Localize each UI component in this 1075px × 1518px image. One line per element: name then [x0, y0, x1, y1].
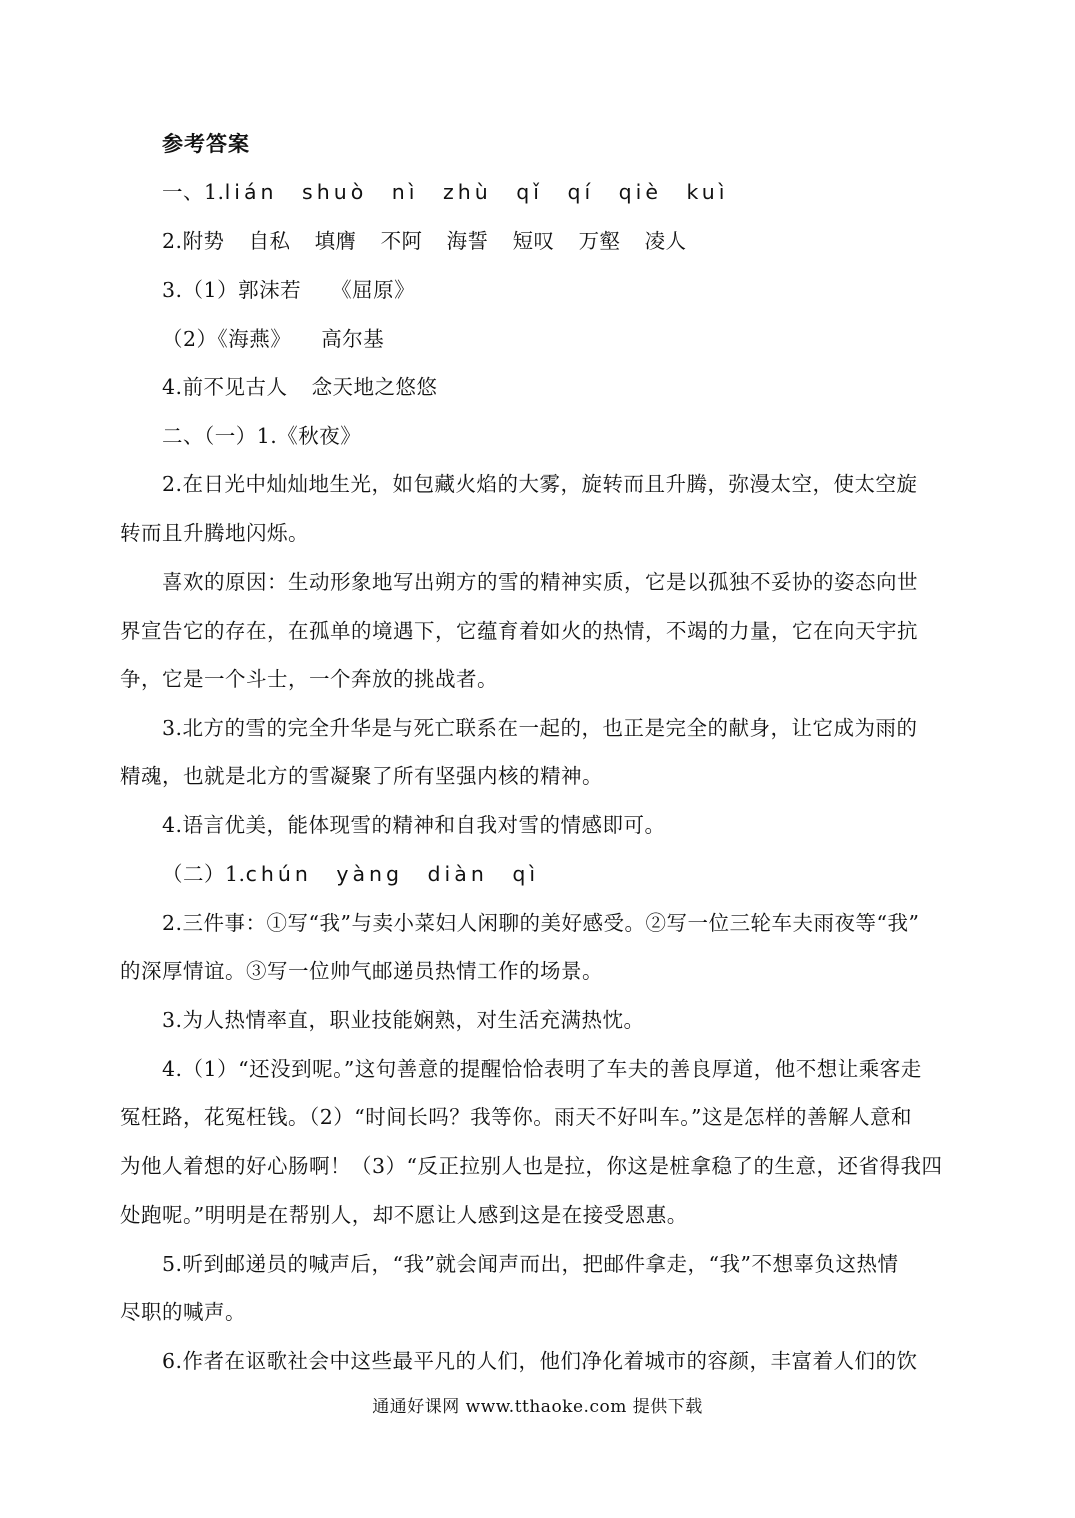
word-item: 自私 — [248, 229, 291, 253]
answer-2-1-1: 二、（一）1.《秋夜》 — [162, 424, 362, 448]
answer-1-4 — [162, 373, 438, 401]
answer-1-2-prefix: 2. — [162, 229, 183, 253]
answer-1-3-1 — [162, 276, 415, 304]
page-title: 参考答案 — [162, 132, 250, 156]
answer-2-1-2-line2: 转而且升腾地闪烁。 — [120, 521, 309, 545]
answer-2-2-2-line2: 的深厚情谊。③写一位帅气邮递员热情工作的场景。 — [120, 959, 603, 983]
author-name: 高尔基 — [321, 327, 385, 351]
answer-2-2-2-line1: 2.三件事：①写“我”与卖小菜妇人闲聊的美好感受。②写一位三轮车夫雨夜等“我” — [162, 911, 920, 935]
answer-2-2-4-line3: 为他人着想的好心肠啊！（3）“反正拉别人也是拉，你这是桩拿稳了的生意，还省得我四 — [120, 1154, 943, 1178]
work-title: 《海燕》 — [217, 327, 292, 351]
answer-prefix: 3.（1） — [162, 278, 239, 302]
answer-1-1-prefix: 一、1. — [162, 180, 225, 204]
word-item: 填膺 — [314, 229, 357, 253]
author-name: 郭沫若 — [238, 278, 302, 302]
answer-1-3-2 — [162, 325, 384, 353]
answer-2-2-5-line2: 尽职的喊声。 — [120, 1300, 246, 1324]
poem-line: 前不见古人 — [182, 375, 288, 399]
answer-2-1-3-line2: 精魂，也就是北方的雪凝聚了所有坚强内核的精神。 — [120, 764, 603, 788]
word-item: 附势 — [182, 229, 225, 253]
answer-2-2-6-line1: 6.作者在讴歌社会中这些最平凡的人们，他们净化着城市的容颜，丰富着人们的饮 — [162, 1349, 918, 1373]
answer-2-2-4-line1: 4.（1）“还没到呢。”这句善意的提醒恰恰表明了车夫的善良厚道，他不想让乘客走 — [162, 1057, 922, 1081]
word-item: 凌人 — [644, 229, 687, 253]
answer-2-1-3-line1: 3.北方的雪的完全升华是与死亡联系在一起的，也正是完全的献身，让它成为雨的 — [162, 716, 918, 740]
answer-prefix: （2） — [162, 327, 218, 351]
word-item: 不阿 — [380, 229, 423, 253]
page-footer: 通通好课网 www.tthaoke.com 提供下载 — [372, 1397, 703, 1417]
answer-2-2-1-pinyin: chún yàng diàn qì — [245, 862, 540, 886]
answer-1-1 — [162, 178, 728, 206]
answer-prefix: 4. — [162, 375, 183, 399]
answer-2-2-1 — [162, 860, 539, 888]
answer-1-2 — [162, 227, 687, 255]
answer-2-1-4: 4.语言优美，能体现雪的精神和自我对雪的情感即可。 — [162, 813, 666, 837]
word-item: 短叹 — [512, 229, 555, 253]
answer-2-1-reason-line2: 界宣告它的存在，在孤单的境遇下，它蕴育着如火的热情，不竭的力量，它在向天宇抗 — [120, 619, 918, 643]
answer-2-2-3: 3.为人热情率直，职业技能娴熟，对生活充满热忱。 — [162, 1008, 645, 1032]
answer-2-2-5-line1: 5.听到邮递员的喊声后，“我”就会闻声而出，把邮件拿走，“我”不想辜负这热情 — [162, 1252, 899, 1276]
answer-2-2-4-line4: 处跑呢。”明明是在帮别人，却不愿让人感到这是在接受恩惠。 — [120, 1203, 688, 1227]
answer-2-1-reason-line1: 喜欢的原因：生动形象地写出朔方的雪的精神实质，它是以孤独不妥协的姿态向世 — [162, 570, 918, 594]
answer-2-1-2-line1: 2.在日光中灿灿地生光，如包藏火焰的大雾，旋转而且升腾，弥漫太空，使太空旋 — [162, 472, 918, 496]
poem-line: 念天地之悠悠 — [311, 375, 438, 399]
answer-2-2-4-line2: 冤枉路，花冤枉钱。（2）“时间长吗？我等你。雨天不好叫车。”这是怎样的善解人意和 — [120, 1105, 913, 1129]
work-title: 《屈原》 — [331, 278, 416, 302]
answer-1-1-pinyin: lián shuò nì zhù qǐ qí qiè kuì — [224, 180, 729, 204]
answer-2-1-reason-line3: 争，它是一个斗士，一个奔放的挑战者。 — [120, 667, 498, 691]
word-item: 万壑 — [578, 229, 621, 253]
answer-prefix: （二）1. — [162, 862, 246, 886]
word-item: 海誓 — [446, 229, 489, 253]
